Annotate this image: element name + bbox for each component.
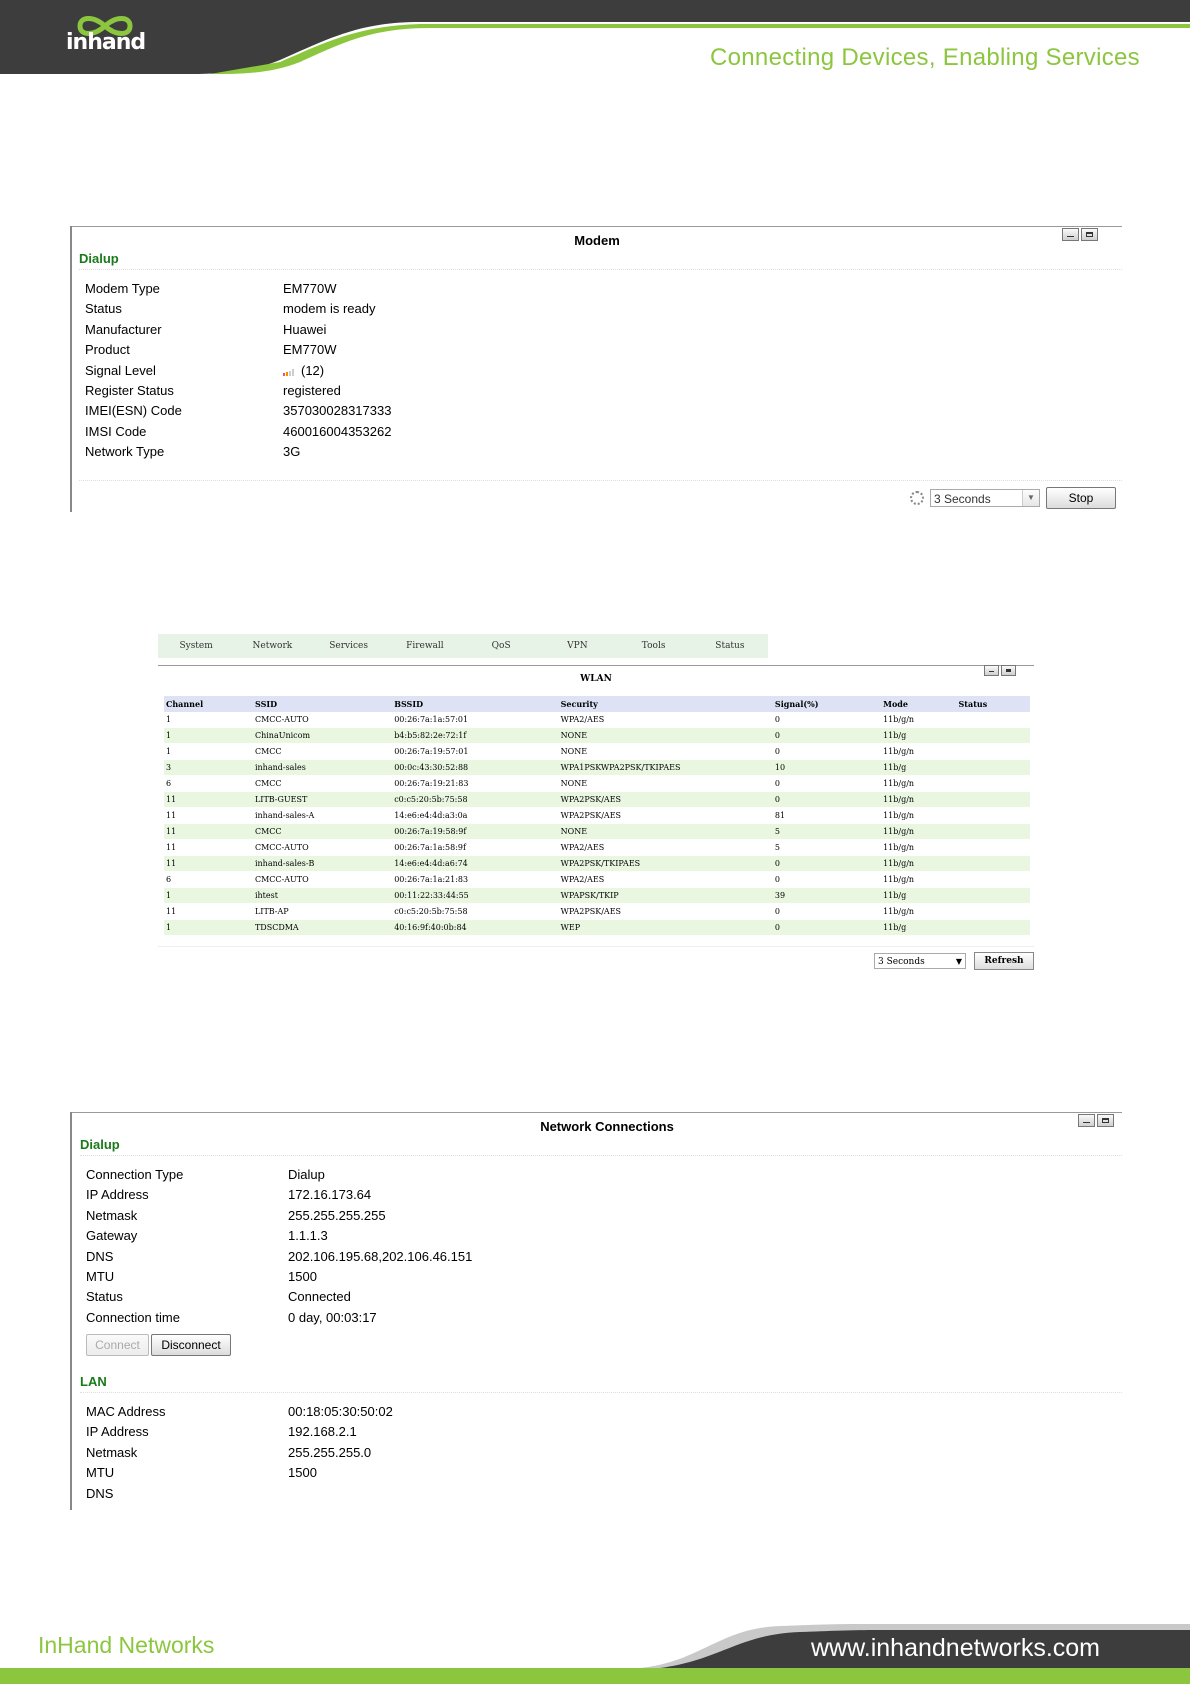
table-cell: 11 xyxy=(164,840,253,856)
minimize-icon[interactable] xyxy=(984,665,999,676)
panel-title: Modem xyxy=(574,233,620,248)
info-value: 1.1.1.3 xyxy=(288,1228,328,1244)
info-label: IMSI Code xyxy=(85,423,147,439)
table-cell: LITB-GUEST xyxy=(253,792,392,808)
dialup-info xyxy=(86,1167,986,1332)
table-cell: 0 xyxy=(773,792,881,808)
table-cell xyxy=(957,808,1030,824)
refresh-interval-select[interactable] xyxy=(874,953,966,969)
section-divider xyxy=(79,480,1122,481)
menu-item-firewall[interactable]: Firewall xyxy=(406,641,444,651)
menu-item-status[interactable]: Status xyxy=(715,641,745,651)
info-label: Netmask xyxy=(86,1207,138,1223)
table-cell: 00:0c:43:30:52:88 xyxy=(392,760,558,776)
logo-text: inhand xyxy=(66,30,146,55)
menu-item-qos[interactable]: QoS xyxy=(491,641,511,651)
info-label: Status xyxy=(85,301,122,317)
column-header: BSSID xyxy=(392,696,558,712)
modem-panel xyxy=(70,226,1122,512)
table-cell: 11b/g/n xyxy=(881,808,956,824)
table-cell: NONE xyxy=(559,728,773,744)
table-cell: 11b/g/n xyxy=(881,824,956,840)
table-row[interactable] xyxy=(164,728,1030,744)
table-cell: 6 xyxy=(164,776,253,792)
table-cell: 11b/g/n xyxy=(881,744,956,760)
refresh-interval-select[interactable] xyxy=(930,489,1040,507)
disconnect-button[interactable]: Disconnect xyxy=(151,1334,231,1356)
column-header: SSID xyxy=(253,696,392,712)
table-cell: 00:11:22:33:44:55 xyxy=(392,888,558,904)
panel-top-border xyxy=(158,665,1034,666)
table-cell: c0:c5:20:5b:75:58 xyxy=(392,792,558,808)
table-cell: WPA2/AES xyxy=(559,840,773,856)
table-cell: 11 xyxy=(164,904,253,920)
section-dialup: Dialup xyxy=(79,251,119,266)
table-cell: WPA2PSK/AES xyxy=(559,904,773,920)
table-row[interactable] xyxy=(164,824,1030,840)
table-row[interactable] xyxy=(164,744,1030,760)
table-row[interactable] xyxy=(164,920,1030,936)
table-cell: CMCC xyxy=(253,744,392,760)
loading-spinner-icon xyxy=(910,491,924,505)
panel-title: Network Connections xyxy=(540,1119,674,1134)
info-value: 1500 xyxy=(288,1465,317,1481)
section-divider xyxy=(158,946,1034,947)
table-cell: inhand-sales-B xyxy=(253,856,392,872)
footer-company: InHand Networks xyxy=(38,1632,215,1658)
header-tagline: Connecting Devices, Enabling Services xyxy=(710,44,1140,71)
table-cell: 1 xyxy=(164,728,253,744)
panel-title: WLAN xyxy=(580,674,612,684)
table-cell xyxy=(957,920,1030,936)
table-cell: ihtest xyxy=(253,888,392,904)
info-label: Manufacturer xyxy=(85,321,162,337)
table-cell: 00:26:7a:1a:58:9f xyxy=(392,840,558,856)
window-controls xyxy=(984,665,1016,676)
table-cell: 1 xyxy=(164,920,253,936)
info-value: 00:18:05:30:50:02 xyxy=(288,1404,393,1419)
connection-actions xyxy=(86,1334,231,1356)
info-label: MAC Address xyxy=(86,1404,166,1419)
column-header: Channel xyxy=(164,696,253,712)
info-label: DNS xyxy=(86,1248,114,1264)
refresh-interval-value: 3 Seconds xyxy=(934,492,991,506)
info-label: IMEI(ESN) Code xyxy=(85,403,182,419)
table-cell: 11 xyxy=(164,808,253,824)
page-header xyxy=(0,0,1190,80)
section-divider xyxy=(80,1155,1122,1156)
maximize-icon[interactable] xyxy=(1001,665,1016,676)
maximize-icon[interactable] xyxy=(1097,1114,1114,1127)
info-label: Connection Type xyxy=(86,1167,184,1182)
section-divider xyxy=(80,1392,1122,1393)
info-label: Connection time xyxy=(86,1309,180,1325)
table-cell: 11 xyxy=(164,856,253,872)
table-cell: NONE xyxy=(559,744,773,760)
stop-button[interactable]: Stop xyxy=(1046,487,1116,509)
column-header: Status xyxy=(957,696,1030,712)
info-value: 172.16.173.64 xyxy=(288,1187,372,1203)
table-cell: 11b/g/n xyxy=(881,856,956,872)
refresh-controls xyxy=(874,952,1034,970)
table-row[interactable] xyxy=(164,712,1030,728)
page-footer xyxy=(0,1610,1190,1684)
table-row[interactable] xyxy=(164,904,1030,920)
table-cell: CMCC-AUTO xyxy=(253,872,392,888)
info-label: Gateway xyxy=(86,1228,138,1244)
refresh-controls xyxy=(910,487,1116,509)
info-value: 255.255.255.255 xyxy=(288,1207,386,1223)
info-value: Huawei xyxy=(283,321,327,337)
column-header: Signal(%) xyxy=(773,696,881,712)
minimize-icon[interactable] xyxy=(1078,1114,1095,1127)
chevron-down-icon: ▼ xyxy=(1022,490,1039,506)
info-value: Connected xyxy=(288,1289,351,1305)
menu-item-system[interactable]: System xyxy=(179,641,213,651)
info-label: MTU xyxy=(86,1269,115,1284)
lan-info xyxy=(86,1404,986,1509)
minimize-icon[interactable] xyxy=(1062,228,1079,241)
table-cell: 1 xyxy=(164,744,253,760)
table-cell xyxy=(957,856,1030,872)
info-value: 202.106.195.68,202.106.46.151 xyxy=(288,1248,473,1264)
table-cell: WPA2PSK/AES xyxy=(559,808,773,824)
table-cell: 11 xyxy=(164,824,253,840)
info-value: modem is ready xyxy=(283,301,376,317)
info-value: 192.168.2.1 xyxy=(288,1424,357,1440)
chevron-down-icon: ▼ xyxy=(955,957,962,966)
info-value: 255.255.255.0 xyxy=(288,1444,372,1460)
table-row[interactable] xyxy=(164,856,1030,872)
refresh-interval-value: 3 Seconds xyxy=(878,957,925,967)
table-cell: inhand-sales-A xyxy=(253,808,392,824)
section-lan: LAN xyxy=(80,1374,107,1389)
table-cell: 0 xyxy=(773,904,881,920)
table-cell: NONE xyxy=(559,824,773,840)
table-header-row xyxy=(164,696,1030,712)
table-cell: WPA2/AES xyxy=(559,712,773,728)
table-cell: 5 xyxy=(773,840,881,856)
main-menu xyxy=(158,634,768,658)
panel-top-border xyxy=(72,226,1122,227)
table-row[interactable] xyxy=(164,872,1030,888)
table-cell xyxy=(957,904,1030,920)
table-cell xyxy=(957,888,1030,904)
table-cell: 0 xyxy=(773,744,881,760)
table-row[interactable] xyxy=(164,760,1030,776)
table-cell: 14:e6:e4:4d:a3:0a xyxy=(392,808,558,824)
info-label: Register Status xyxy=(85,383,174,398)
table-cell: 00:26:7a:19:21:83 xyxy=(392,776,558,792)
table-cell: 0 xyxy=(773,920,881,936)
table-cell xyxy=(957,776,1030,792)
info-label: MTU xyxy=(86,1465,115,1481)
info-value: 1500 xyxy=(288,1269,317,1284)
info-value: 3G xyxy=(283,444,301,460)
table-cell: CMCC xyxy=(253,776,392,792)
table-cell: 11b/g xyxy=(881,760,956,776)
table-row[interactable] xyxy=(164,808,1030,824)
table-cell xyxy=(957,712,1030,728)
column-header: Security xyxy=(559,696,773,712)
column-header: Mode xyxy=(881,696,956,712)
info-value: registered xyxy=(283,383,341,398)
table-cell: 39 xyxy=(773,888,881,904)
table-cell xyxy=(957,760,1030,776)
table-cell: 00:26:7a:19:58:9f xyxy=(392,824,558,840)
table-cell: TDSCDMA xyxy=(253,920,392,936)
table-cell: WPA2PSK/AES xyxy=(559,792,773,808)
table-cell: 11b/g/n xyxy=(881,840,956,856)
table-cell xyxy=(957,872,1030,888)
table-cell xyxy=(957,792,1030,808)
info-label: Status xyxy=(86,1289,123,1305)
wlan-table xyxy=(164,696,1030,936)
table-cell: CMCC-AUTO xyxy=(253,840,392,856)
refresh-button[interactable]: Refresh xyxy=(974,952,1034,970)
info-label: DNS xyxy=(86,1485,114,1501)
table-cell xyxy=(957,744,1030,760)
table-cell: 0 xyxy=(773,856,881,872)
signal-level-value: (12) xyxy=(301,362,325,378)
table-cell: 11b/g/n xyxy=(881,904,956,920)
table-cell: 11b/g/n xyxy=(881,872,956,888)
table-cell: NONE xyxy=(559,776,773,792)
menu-item-vpn[interactable]: VPN xyxy=(567,641,588,651)
maximize-icon[interactable] xyxy=(1081,228,1098,241)
table-cell: 11b/g/n xyxy=(881,792,956,808)
connect-button[interactable]: Connect xyxy=(86,1334,149,1356)
info-value: Dialup xyxy=(288,1167,325,1182)
table-row[interactable] xyxy=(164,792,1030,808)
table-cell: 0 xyxy=(773,728,881,744)
table-cell: 6 xyxy=(164,872,253,888)
table-cell: 11 xyxy=(164,792,253,808)
info-label: IP Address xyxy=(86,1187,149,1203)
info-value: EM770W xyxy=(283,281,337,296)
section-dialup: Dialup xyxy=(80,1137,120,1152)
info-label: Product xyxy=(85,342,130,358)
table-cell: LITB-AP xyxy=(253,904,392,920)
info-value: 460016004353262 xyxy=(283,423,392,439)
table-cell: WEP xyxy=(559,920,773,936)
table-cell xyxy=(957,824,1030,840)
table-cell xyxy=(957,840,1030,856)
table-cell: WPA1PSKWPA2PSK/TKIPAES xyxy=(559,760,773,776)
table-cell: 11b/g xyxy=(881,888,956,904)
panel-top-border xyxy=(72,1112,1122,1113)
table-cell: ChinaUnicom xyxy=(253,728,392,744)
table-cell: 00:26:7a:19:57:01 xyxy=(392,744,558,760)
window-controls xyxy=(1062,228,1098,241)
table-cell: WPA2PSK/TKIPAES xyxy=(559,856,773,872)
info-label: IP Address xyxy=(86,1424,149,1440)
table-cell: 10 xyxy=(773,760,881,776)
info-label: Network Type xyxy=(85,444,165,460)
table-row[interactable] xyxy=(164,776,1030,792)
table-cell: 1 xyxy=(164,712,253,728)
menu-item-tools[interactable]: Tools xyxy=(641,641,666,651)
table-cell: 5 xyxy=(773,824,881,840)
table-cell: 00:26:7a:1a:21:83 xyxy=(392,872,558,888)
table-cell: CMCC xyxy=(253,824,392,840)
info-value xyxy=(283,363,324,379)
table-cell: 3 xyxy=(164,760,253,776)
section-divider xyxy=(79,269,1122,270)
table-cell: WPAPSK/TKIP xyxy=(559,888,773,904)
info-label: Modem Type xyxy=(85,281,160,296)
table-cell: 00:26:7a:1a:57:01 xyxy=(392,712,558,728)
table-cell: c0:c5:20:5b:75:58 xyxy=(392,904,558,920)
table-cell: 11b/g/n xyxy=(881,776,956,792)
table-cell: 11b/g/n xyxy=(881,712,956,728)
footer-url[interactable]: www.inhandnetworks.com xyxy=(810,1634,1100,1662)
signal-strength-icon xyxy=(283,364,297,379)
wlan-panel xyxy=(158,634,1034,972)
table-cell: b4:b5:82:2e:72:1f xyxy=(392,728,558,744)
menu-item-services[interactable]: Services xyxy=(329,641,368,651)
table-cell: 0 xyxy=(773,872,881,888)
table-cell: 81 xyxy=(773,808,881,824)
table-cell: CMCC-AUTO xyxy=(253,712,392,728)
info-label: Netmask xyxy=(86,1444,138,1460)
table-cell: 11b/g xyxy=(881,920,956,936)
table-cell: 1 xyxy=(164,888,253,904)
table-cell: 14:e6:e4:4d:a6:74 xyxy=(392,856,558,872)
table-cell: 0 xyxy=(773,776,881,792)
table-cell: WPA2/AES xyxy=(559,872,773,888)
table-cell: inhand-sales xyxy=(253,760,392,776)
table-row[interactable] xyxy=(164,840,1030,856)
window-controls xyxy=(1078,1114,1114,1127)
menu-item-network[interactable]: Network xyxy=(252,641,293,651)
modem-info xyxy=(85,281,985,471)
info-label: Signal Level xyxy=(85,362,156,378)
table-cell: 0 xyxy=(773,712,881,728)
info-value: 357030028317333 xyxy=(283,403,392,419)
table-cell: 11b/g xyxy=(881,728,956,744)
table-cell xyxy=(957,728,1030,744)
info-value: EM770W xyxy=(283,342,337,358)
info-value: 0 day, 00:03:17 xyxy=(288,1309,377,1325)
table-row[interactable] xyxy=(164,888,1030,904)
network-connections-panel xyxy=(70,1112,1122,1510)
table-cell: 40:16:9f:40:0b:84 xyxy=(392,920,558,936)
